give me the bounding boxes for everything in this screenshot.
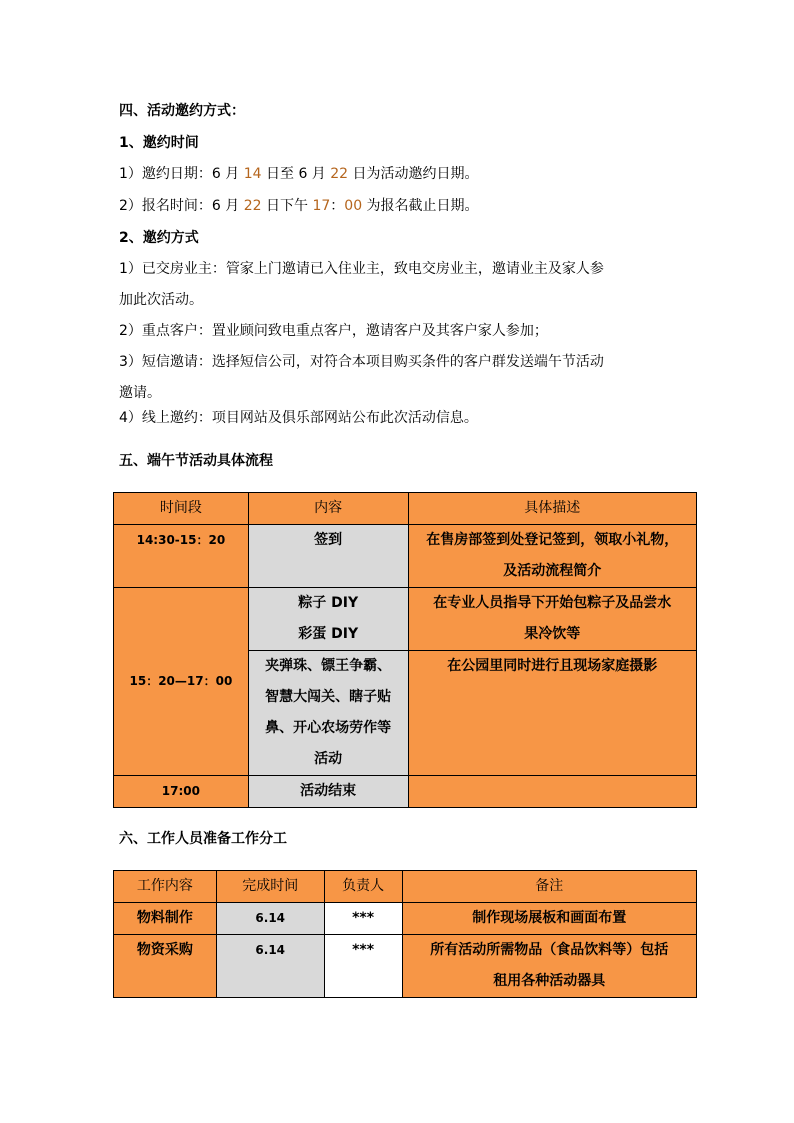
method-line-2: 2）重点客户：置业顾问致电重点客户，邀请客户及其客户家人参加； (119, 323, 548, 339)
time-number: 00 (344, 198, 363, 214)
table-header-row (114, 871, 697, 903)
time-number: 17 (312, 198, 331, 214)
header-note: 备注 (402, 871, 696, 903)
content-line: 粽子 DIY (298, 595, 359, 611)
invite-time-heading: 1、邀约时间 (119, 135, 199, 151)
staff-task-table (113, 870, 697, 998)
date-number: 22 (330, 166, 349, 182)
desc-line: 在售房部签到处登记签到，领取小礼物， (426, 532, 679, 548)
task-cell: 物资采购 (114, 935, 217, 998)
header-content: 内容 (248, 493, 408, 525)
date-number: 22 (243, 198, 262, 214)
desc-cell: 在公园里同时进行且现场家庭摄影 (408, 651, 696, 776)
content-line: 彩蛋 DIY (298, 626, 359, 642)
desc-line: 果冷饮等 (524, 626, 581, 642)
content-line: 夹弹珠、镖王争霸、 (265, 658, 392, 674)
text-part: 1）邀约日期：6 月 (119, 166, 244, 182)
invite-method-heading: 2、邀约方式 (119, 230, 199, 246)
method-line-3a: 3）短信邀请：选择短信公司，对符合本项目购买条件的客户群发送端午节活动 (119, 354, 604, 370)
desc-cell (408, 776, 696, 808)
time-cell: 15：20—17：00 (114, 588, 249, 776)
desc-line: 及活动流程简介 (503, 563, 602, 579)
table-row (114, 525, 697, 588)
content-line: 鼻、开心农场劳作等 (265, 720, 392, 736)
signup-time-line (119, 196, 479, 216)
content-line: 智慧大闯关、瞎子贴 (265, 689, 392, 705)
task-cell: 物料制作 (114, 903, 217, 935)
method-line-1b: 加此次活动。 (119, 292, 203, 308)
content-cell (248, 651, 408, 776)
table-row (114, 903, 697, 935)
content-cell: 签到 (248, 525, 408, 588)
header-desc: 具体描述 (408, 493, 696, 525)
text-part: ： (330, 198, 345, 214)
time-cell: 14:30-15：20 (114, 525, 249, 588)
method-line-1a: 1）已交房业主：管家上门邀请已入住业主，致电交房业主，邀请业主及家人参 (119, 261, 604, 277)
text-part: 日下午 (261, 198, 313, 214)
header-time: 时间段 (114, 493, 249, 525)
date-cell: 6.14 (216, 935, 324, 998)
owner-cell: *** (324, 903, 402, 935)
invite-date-line (119, 164, 479, 184)
header-task: 工作内容 (114, 871, 217, 903)
header-owner: 负责人 (324, 871, 402, 903)
note-cell: 制作现场展板和画面布置 (402, 903, 696, 935)
note-line: 所有活动所需物品（食品饮料等）包括 (430, 942, 669, 958)
table-row (114, 776, 697, 808)
method-line-3b: 邀请。 (119, 385, 161, 401)
date-cell: 6.14 (216, 903, 324, 935)
content-cell: 活动结束 (248, 776, 408, 808)
header-date: 完成时间 (216, 871, 324, 903)
note-cell (402, 935, 696, 998)
date-number: 14 (243, 166, 262, 182)
text-part: 日至 6 月 (261, 166, 331, 182)
table-header-row (114, 493, 697, 525)
text-part: 日为活动邀约日期。 (348, 166, 479, 182)
method-line-4: 4）线上邀约：项目网站及俱乐部网站公布此次活动信息。 (119, 410, 478, 426)
section5-heading: 五、端午节活动具体流程 (119, 453, 273, 469)
text-part: 2）报名时间：6 月 (119, 198, 244, 214)
activity-flow-table (113, 492, 697, 808)
desc-line: 在专业人员指导下开始包粽子及品尝水 (433, 595, 672, 611)
table-row (114, 588, 697, 651)
desc-cell (408, 588, 696, 651)
section6-heading: 六、工作人员准备工作分工 (119, 831, 287, 847)
table-row (114, 935, 697, 998)
note-line: 租用各种活动器具 (493, 973, 606, 989)
section4-heading: 四、活动邀约方式： (119, 103, 245, 119)
text-part: 为报名截止日期。 (362, 198, 479, 214)
content-cell (248, 588, 408, 651)
owner-cell: *** (324, 935, 402, 998)
content-line: 活动 (314, 751, 343, 767)
desc-cell (408, 525, 696, 588)
time-cell: 17:00 (114, 776, 249, 808)
